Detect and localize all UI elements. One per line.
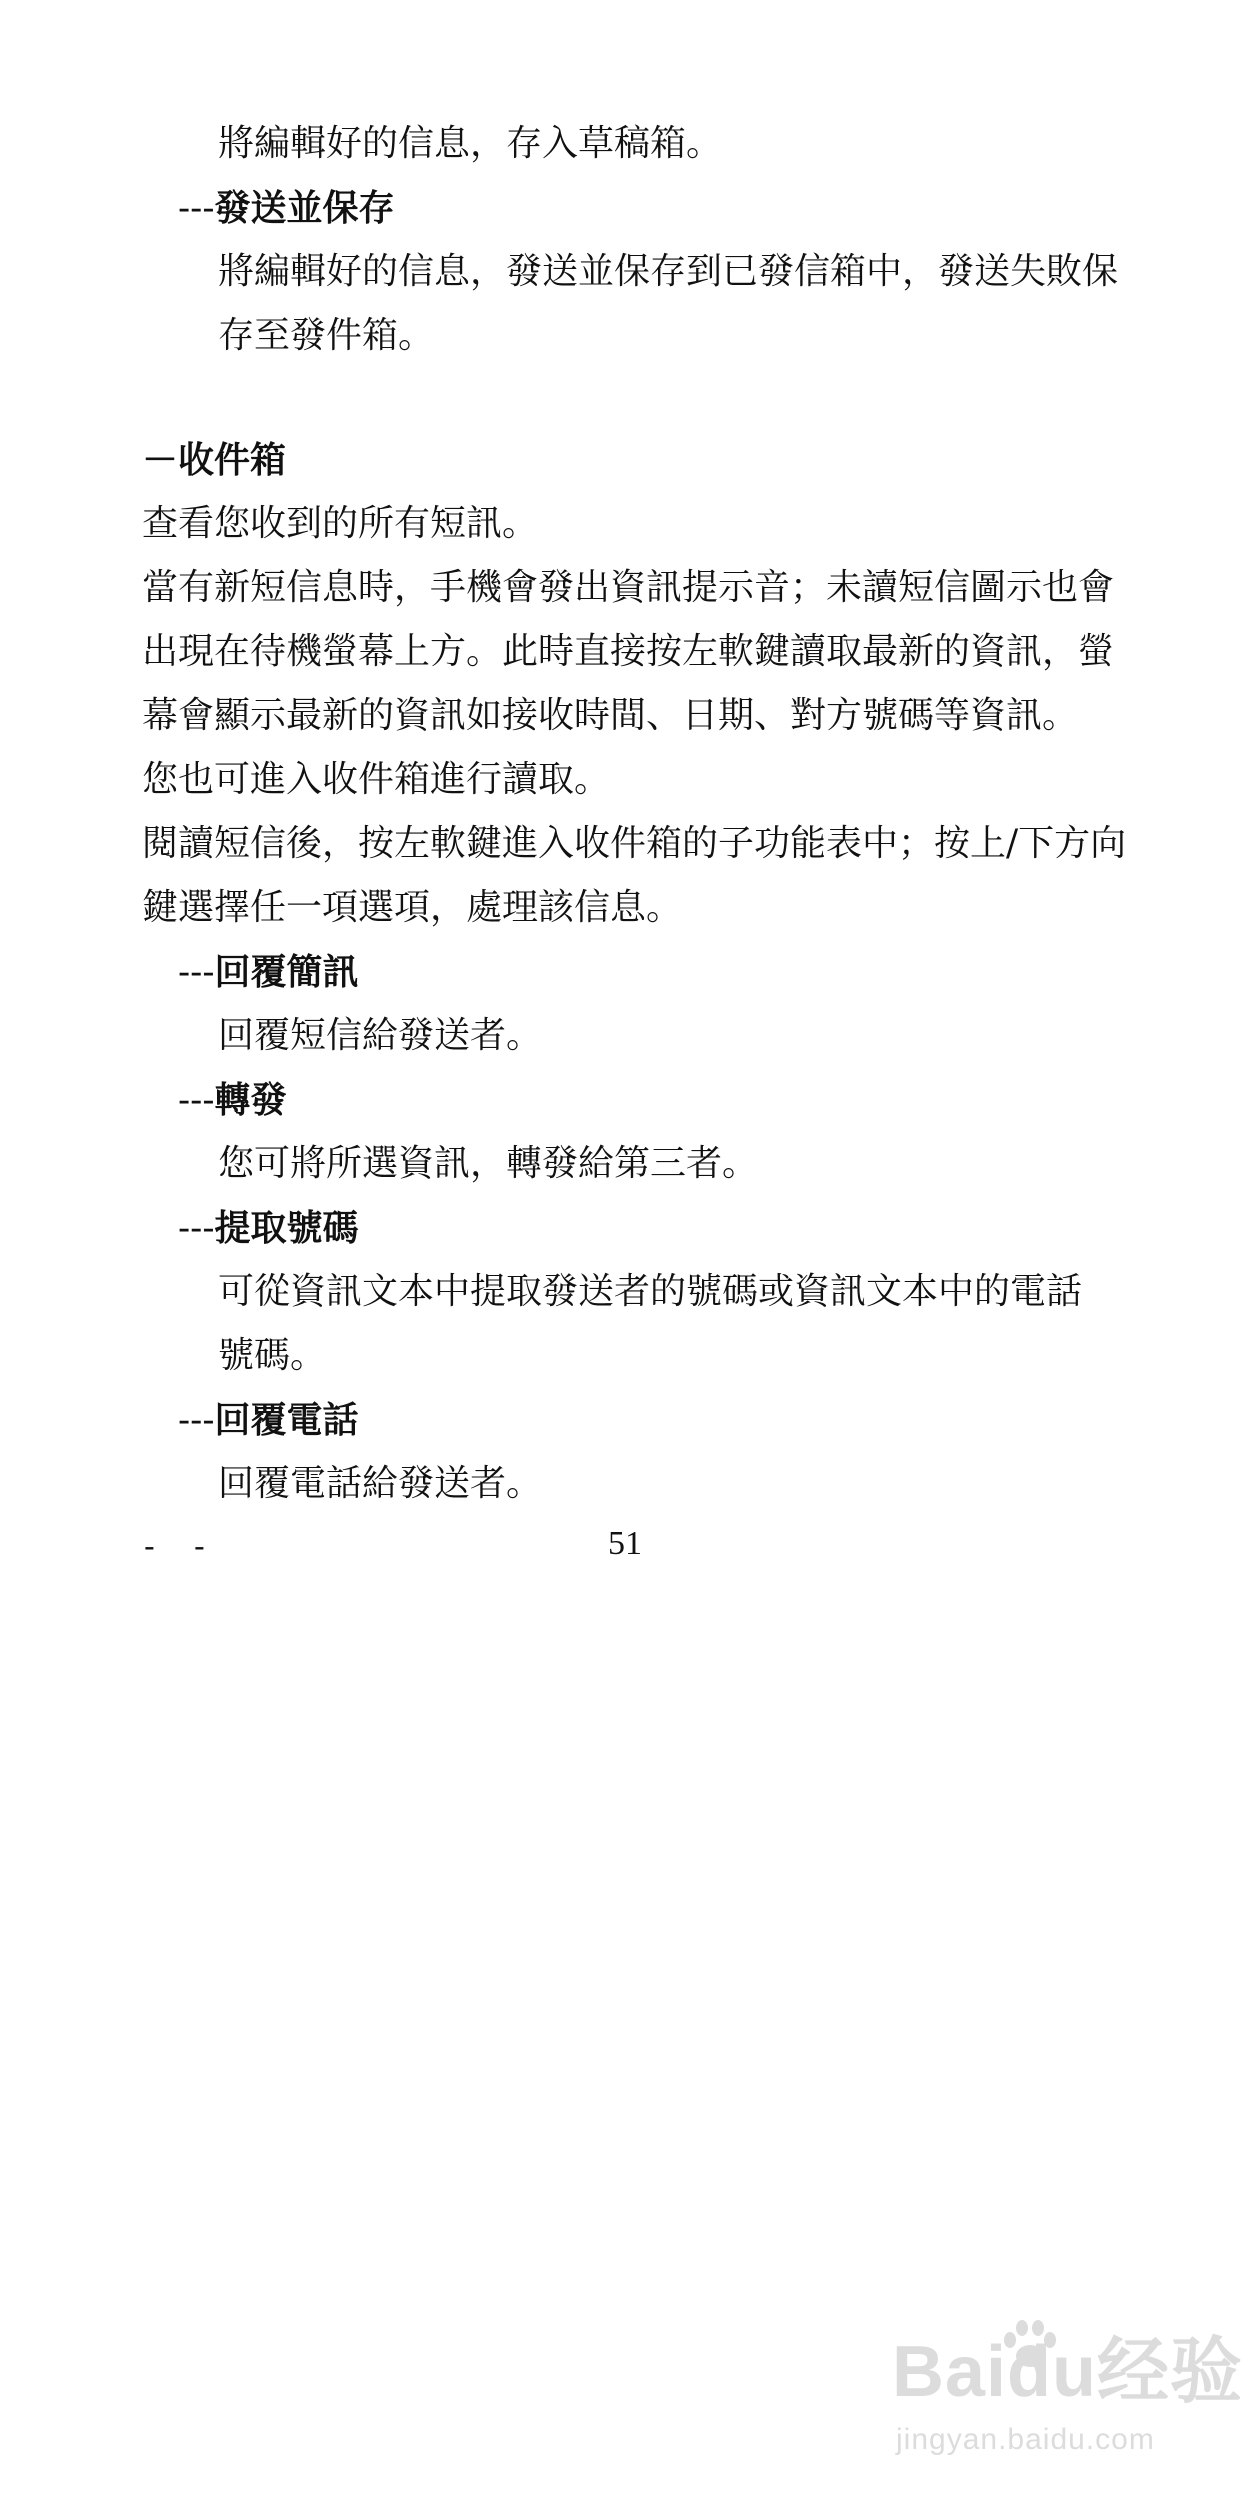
subheading-label: 回覆電話 (214, 1399, 359, 1441)
paragraph-line: 當有新短信息時，手機會發出資訊提示音；未讀短信圖示也會 (142, 567, 1115, 608)
subheading-label: 提取號碼 (214, 1207, 359, 1249)
paragraph-line: 存至發件箱。 (218, 315, 435, 356)
subheading-dash: --- (178, 188, 215, 229)
subheading-label: 回覆簡訊 (214, 951, 359, 993)
subheading-send-and-save (178, 186, 395, 231)
paragraph-line: 閱讀短信後，按左軟鍵進入收件箱的子功能表中；按上/下方向 (142, 823, 1127, 864)
paragraph-line: 您可將所選資訊，轉發給第三者。 (218, 1143, 759, 1184)
subheading-dash: --- (178, 952, 215, 993)
watermark-brand: Baidu经验 (892, 2332, 1244, 2412)
subheading-dash: --- (178, 1208, 215, 1249)
subheading-extract-number (178, 1206, 359, 1251)
subheading-reply-sms (178, 950, 359, 995)
paragraph-line: 鍵選擇任一項選項，處理該信息。 (142, 887, 683, 928)
watermark-url: jingyan.baidu.com (896, 2423, 1155, 2456)
paragraph-line: 您也可進入收件箱進行讀取。 (142, 759, 611, 800)
paragraph-line: 回覆短信給發送者。 (218, 1015, 543, 1056)
baidu-jingyan-watermark (892, 2318, 1244, 2468)
paragraph-line: 號碼。 (218, 1335, 327, 1376)
subheading-reply-call (178, 1398, 359, 1443)
subheading-forward (178, 1078, 287, 1123)
paragraph-line: 可從資訊文本中提取發送者的號碼或資訊文本中的電話 (218, 1271, 1083, 1312)
footer-dash-right: - (194, 1527, 205, 1565)
subheading-dash: --- (178, 1080, 215, 1121)
paragraph-line: 出現在待機螢幕上方。此時直接按左軟鍵讀取最新的資訊，螢 (142, 631, 1115, 672)
section-heading-inbox: －收件箱 (142, 439, 287, 481)
footer-dash-left: - (144, 1527, 155, 1565)
paragraph-line: 查看您收到的所有短訊。 (142, 503, 539, 544)
paragraph-line: 將編輯好的信息，存入草稿箱。 (218, 123, 723, 164)
paragraph-line: 幕會顯示最新的資訊如接收時間、日期、對方號碼等資訊。 (142, 695, 1079, 736)
paragraph-line: 將編輯好的信息，發送並保存到已發信箱中，發送失敗保 (218, 251, 1119, 292)
paragraph-line: 回覆電話給發送者。 (218, 1463, 543, 1504)
subheading-label: 轉發 (214, 1079, 287, 1121)
page-number: 51 (608, 1525, 642, 1562)
subheading-dash: --- (178, 1400, 215, 1441)
subheading-label: 發送並保存 (214, 187, 395, 229)
